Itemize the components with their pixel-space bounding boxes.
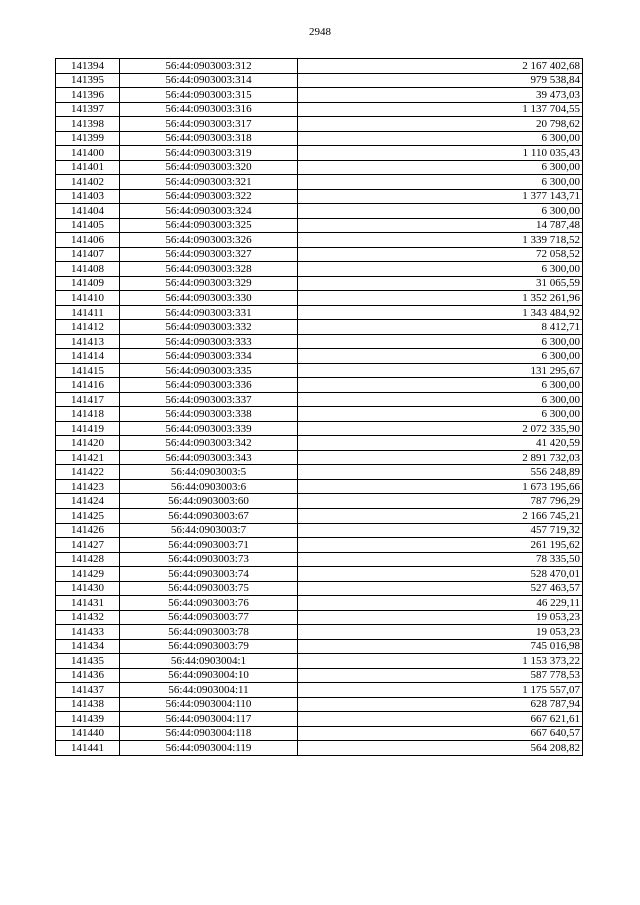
cadastral-number-cell: 56:44:0903003:327 bbox=[120, 247, 298, 262]
table-row bbox=[56, 363, 583, 378]
table-row bbox=[56, 146, 583, 161]
row-number-cell: 141423 bbox=[56, 479, 120, 494]
cadastral-value-cell: 556 248,89 bbox=[298, 465, 583, 480]
cadastral-value-cell: 2 891 732,03 bbox=[298, 450, 583, 465]
cadastral-value-cell: 2 167 402,68 bbox=[298, 59, 583, 74]
row-number-cell: 141422 bbox=[56, 465, 120, 480]
table-body bbox=[56, 59, 583, 756]
cadastral-value-cell: 1 352 261,96 bbox=[298, 291, 583, 306]
cadastral-number-cell: 56:44:0903003:326 bbox=[120, 233, 298, 248]
cadastral-value-cell: 564 208,82 bbox=[298, 741, 583, 756]
cadastral-value-cell: 1 339 718,52 bbox=[298, 233, 583, 248]
table-row bbox=[56, 625, 583, 640]
row-number-cell: 141397 bbox=[56, 102, 120, 117]
table-row bbox=[56, 508, 583, 523]
row-number-cell: 141395 bbox=[56, 73, 120, 88]
table-row bbox=[56, 596, 583, 611]
row-number-cell: 141427 bbox=[56, 538, 120, 553]
cadastral-number-cell: 56:44:0903003:337 bbox=[120, 392, 298, 407]
cadastral-value-cell: 1 673 195,66 bbox=[298, 479, 583, 494]
row-number-cell: 141430 bbox=[56, 581, 120, 596]
cadastral-number-cell: 56:44:0903003:60 bbox=[120, 494, 298, 509]
cadastral-number-cell: 56:44:0903004:11 bbox=[120, 683, 298, 698]
cadastral-value-cell: 1 137 704,55 bbox=[298, 102, 583, 117]
table-row bbox=[56, 160, 583, 175]
cadastral-number-cell: 56:44:0903003:339 bbox=[120, 421, 298, 436]
table-row bbox=[56, 392, 583, 407]
cadastral-value-cell: 131 295,67 bbox=[298, 363, 583, 378]
table-row bbox=[56, 59, 583, 74]
cadastral-number-cell: 56:44:0903003:333 bbox=[120, 334, 298, 349]
table-row bbox=[56, 639, 583, 654]
cadastral-value-cell: 8 412,71 bbox=[298, 320, 583, 335]
cadastral-number-cell: 56:44:0903003:334 bbox=[120, 349, 298, 364]
cadastral-value-cell: 527 463,57 bbox=[298, 581, 583, 596]
row-number-cell: 141413 bbox=[56, 334, 120, 349]
table-row bbox=[56, 262, 583, 277]
cadastral-number-cell: 56:44:0903003:328 bbox=[120, 262, 298, 277]
table-row bbox=[56, 479, 583, 494]
table-row bbox=[56, 407, 583, 422]
cadastral-value-cell: 6 300,00 bbox=[298, 334, 583, 349]
cadastral-value-cell: 457 719,32 bbox=[298, 523, 583, 538]
table-row bbox=[56, 668, 583, 683]
row-number-cell: 141435 bbox=[56, 654, 120, 669]
table-row bbox=[56, 494, 583, 509]
cadastral-number-cell: 56:44:0903003:74 bbox=[120, 567, 298, 582]
table-row bbox=[56, 291, 583, 306]
row-number-cell: 141438 bbox=[56, 697, 120, 712]
cadastral-value-cell: 667 640,57 bbox=[298, 726, 583, 741]
cadastral-value-cell: 6 300,00 bbox=[298, 175, 583, 190]
row-number-cell: 141396 bbox=[56, 88, 120, 103]
row-number-cell: 141425 bbox=[56, 508, 120, 523]
cadastral-value-cell: 19 053,23 bbox=[298, 610, 583, 625]
row-number-cell: 141437 bbox=[56, 683, 120, 698]
cadastral-value-cell: 31 065,59 bbox=[298, 276, 583, 291]
cadastral-number-cell: 56:44:0903003:321 bbox=[120, 175, 298, 190]
cadastral-value-cell: 19 053,23 bbox=[298, 625, 583, 640]
table-row bbox=[56, 654, 583, 669]
row-number-cell: 141416 bbox=[56, 378, 120, 393]
cadastral-value-cell: 1 153 373,22 bbox=[298, 654, 583, 669]
table-row bbox=[56, 73, 583, 88]
row-number-cell: 141434 bbox=[56, 639, 120, 654]
row-number-cell: 141436 bbox=[56, 668, 120, 683]
row-number-cell: 141428 bbox=[56, 552, 120, 567]
cadastral-value-cell: 1 175 557,07 bbox=[298, 683, 583, 698]
row-number-cell: 141394 bbox=[56, 59, 120, 74]
table-row bbox=[56, 349, 583, 364]
row-number-cell: 141439 bbox=[56, 712, 120, 727]
row-number-cell: 141432 bbox=[56, 610, 120, 625]
cadastral-value-cell: 1 343 484,92 bbox=[298, 305, 583, 320]
row-number-cell: 141405 bbox=[56, 218, 120, 233]
table-row bbox=[56, 436, 583, 451]
cadastral-number-cell: 56:44:0903003:320 bbox=[120, 160, 298, 175]
cadastral-value-cell: 667 621,61 bbox=[298, 712, 583, 727]
cadastral-number-cell: 56:44:0903003:7 bbox=[120, 523, 298, 538]
cadastral-number-cell: 56:44:0903004:110 bbox=[120, 697, 298, 712]
table-row bbox=[56, 741, 583, 756]
row-number-cell: 141418 bbox=[56, 407, 120, 422]
cadastral-number-cell: 56:44:0903003:319 bbox=[120, 146, 298, 161]
cadastral-value-cell: 1 110 035,43 bbox=[298, 146, 583, 161]
cadastral-value-cell: 6 300,00 bbox=[298, 131, 583, 146]
table-row bbox=[56, 421, 583, 436]
table-row bbox=[56, 610, 583, 625]
table-row bbox=[56, 378, 583, 393]
cadastral-number-cell: 56:44:0903003:317 bbox=[120, 117, 298, 132]
table-row bbox=[56, 523, 583, 538]
row-number-cell: 141403 bbox=[56, 189, 120, 204]
row-number-cell: 141420 bbox=[56, 436, 120, 451]
cadastral-value-cell: 14 787,48 bbox=[298, 218, 583, 233]
cadastral-value-cell: 6 300,00 bbox=[298, 378, 583, 393]
table-row bbox=[56, 552, 583, 567]
table-row bbox=[56, 218, 583, 233]
cadastral-number-cell: 56:44:0903004:117 bbox=[120, 712, 298, 727]
cadastral-value-cell: 628 787,94 bbox=[298, 697, 583, 712]
row-number-cell: 141429 bbox=[56, 567, 120, 582]
cadastral-number-cell: 56:44:0903003:71 bbox=[120, 538, 298, 553]
table-row bbox=[56, 131, 583, 146]
cadastral-value-cell: 20 798,62 bbox=[298, 117, 583, 132]
page-number: 2948 bbox=[309, 26, 331, 38]
cadastral-value-cell: 2 166 745,21 bbox=[298, 508, 583, 523]
cadastral-number-cell: 56:44:0903004:119 bbox=[120, 741, 298, 756]
cadastral-number-cell: 56:44:0903004:118 bbox=[120, 726, 298, 741]
row-number-cell: 141412 bbox=[56, 320, 120, 335]
row-number-cell: 141401 bbox=[56, 160, 120, 175]
cadastral-number-cell: 56:44:0903003:315 bbox=[120, 88, 298, 103]
cadastral-value-cell: 787 796,29 bbox=[298, 494, 583, 509]
row-number-cell: 141417 bbox=[56, 392, 120, 407]
table-row bbox=[56, 712, 583, 727]
table-row bbox=[56, 567, 583, 582]
cadastral-number-cell: 56:44:0903003:76 bbox=[120, 596, 298, 611]
row-number-cell: 141409 bbox=[56, 276, 120, 291]
row-number-cell: 141414 bbox=[56, 349, 120, 364]
cadastral-number-cell: 56:44:0903003:78 bbox=[120, 625, 298, 640]
cadastral-value-cell: 6 300,00 bbox=[298, 392, 583, 407]
row-number-cell: 141419 bbox=[56, 421, 120, 436]
table-row bbox=[56, 683, 583, 698]
cadastral-number-cell: 56:44:0903003:335 bbox=[120, 363, 298, 378]
cadastral-number-cell: 56:44:0903003:342 bbox=[120, 436, 298, 451]
cadastral-value-cell: 6 300,00 bbox=[298, 204, 583, 219]
cadastral-number-cell: 56:44:0903003:316 bbox=[120, 102, 298, 117]
row-number-cell: 141421 bbox=[56, 450, 120, 465]
row-number-cell: 141410 bbox=[56, 291, 120, 306]
row-number-cell: 141433 bbox=[56, 625, 120, 640]
cadastral-number-cell: 56:44:0903003:329 bbox=[120, 276, 298, 291]
row-number-cell: 141404 bbox=[56, 204, 120, 219]
cadastral-number-cell: 56:44:0903003:75 bbox=[120, 581, 298, 596]
table-row bbox=[56, 538, 583, 553]
cadastral-number-cell: 56:44:0903003:5 bbox=[120, 465, 298, 480]
table-row bbox=[56, 117, 583, 132]
table-row bbox=[56, 334, 583, 349]
cadastral-value-cell: 46 229,11 bbox=[298, 596, 583, 611]
cadastral-number-cell: 56:44:0903003:322 bbox=[120, 189, 298, 204]
table-row bbox=[56, 175, 583, 190]
cadastral-number-cell: 56:44:0903003:73 bbox=[120, 552, 298, 567]
cadastral-value-cell: 745 016,98 bbox=[298, 639, 583, 654]
table-row bbox=[56, 320, 583, 335]
cadastral-value-cell: 261 195,62 bbox=[298, 538, 583, 553]
cadastral-value-cell: 979 538,84 bbox=[298, 73, 583, 88]
table-row bbox=[56, 247, 583, 262]
table-row bbox=[56, 102, 583, 117]
cadastral-number-cell: 56:44:0903003:312 bbox=[120, 59, 298, 74]
row-number-cell: 141426 bbox=[56, 523, 120, 538]
table-row bbox=[56, 305, 583, 320]
cadastral-value-table bbox=[55, 58, 583, 756]
cadastral-number-cell: 56:44:0903003:330 bbox=[120, 291, 298, 306]
row-number-cell: 141398 bbox=[56, 117, 120, 132]
cadastral-value-cell: 6 300,00 bbox=[298, 262, 583, 277]
row-number-cell: 141415 bbox=[56, 363, 120, 378]
cadastral-number-cell: 56:44:0903003:77 bbox=[120, 610, 298, 625]
table-row bbox=[56, 88, 583, 103]
cadastral-value-cell: 39 473,03 bbox=[298, 88, 583, 103]
cadastral-number-cell: 56:44:0903003:331 bbox=[120, 305, 298, 320]
row-number-cell: 141411 bbox=[56, 305, 120, 320]
cadastral-number-cell: 56:44:0903003:79 bbox=[120, 639, 298, 654]
table-row bbox=[56, 233, 583, 248]
row-number-cell: 141399 bbox=[56, 131, 120, 146]
cadastral-number-cell: 56:44:0903003:325 bbox=[120, 218, 298, 233]
table-row bbox=[56, 450, 583, 465]
cadastral-number-cell: 56:44:0903003:314 bbox=[120, 73, 298, 88]
cadastral-number-cell: 56:44:0903003:336 bbox=[120, 378, 298, 393]
row-number-cell: 141431 bbox=[56, 596, 120, 611]
cadastral-value-cell: 6 300,00 bbox=[298, 407, 583, 422]
cadastral-value-cell: 2 072 335,90 bbox=[298, 421, 583, 436]
cadastral-value-cell: 41 420,59 bbox=[298, 436, 583, 451]
table-row bbox=[56, 697, 583, 712]
table-row bbox=[56, 726, 583, 741]
row-number-cell: 141406 bbox=[56, 233, 120, 248]
table-row bbox=[56, 276, 583, 291]
cadastral-number-cell: 56:44:0903004:10 bbox=[120, 668, 298, 683]
row-number-cell: 141402 bbox=[56, 175, 120, 190]
cadastral-number-cell: 56:44:0903003:318 bbox=[120, 131, 298, 146]
table-row bbox=[56, 204, 583, 219]
row-number-cell: 141424 bbox=[56, 494, 120, 509]
cadastral-number-cell: 56:44:0903003:338 bbox=[120, 407, 298, 422]
row-number-cell: 141408 bbox=[56, 262, 120, 277]
cadastral-value-cell: 72 058,52 bbox=[298, 247, 583, 262]
row-number-cell: 141441 bbox=[56, 741, 120, 756]
table-row bbox=[56, 581, 583, 596]
cadastral-value-cell: 6 300,00 bbox=[298, 349, 583, 364]
cadastral-value-cell: 528 470,01 bbox=[298, 567, 583, 582]
cadastral-number-cell: 56:44:0903003:6 bbox=[120, 479, 298, 494]
cadastral-number-cell: 56:44:0903003:324 bbox=[120, 204, 298, 219]
row-number-cell: 141400 bbox=[56, 146, 120, 161]
row-number-cell: 141407 bbox=[56, 247, 120, 262]
cadastral-number-cell: 56:44:0903003:343 bbox=[120, 450, 298, 465]
cadastral-value-cell: 587 778,53 bbox=[298, 668, 583, 683]
row-number-cell: 141440 bbox=[56, 726, 120, 741]
cadastral-number-cell: 56:44:0903004:1 bbox=[120, 654, 298, 669]
cadastral-number-cell: 56:44:0903003:332 bbox=[120, 320, 298, 335]
cadastral-value-cell: 78 335,50 bbox=[298, 552, 583, 567]
cadastral-value-cell: 6 300,00 bbox=[298, 160, 583, 175]
table-row bbox=[56, 465, 583, 480]
cadastral-value-cell: 1 377 143,71 bbox=[298, 189, 583, 204]
cadastral-number-cell: 56:44:0903003:67 bbox=[120, 508, 298, 523]
table-row bbox=[56, 189, 583, 204]
